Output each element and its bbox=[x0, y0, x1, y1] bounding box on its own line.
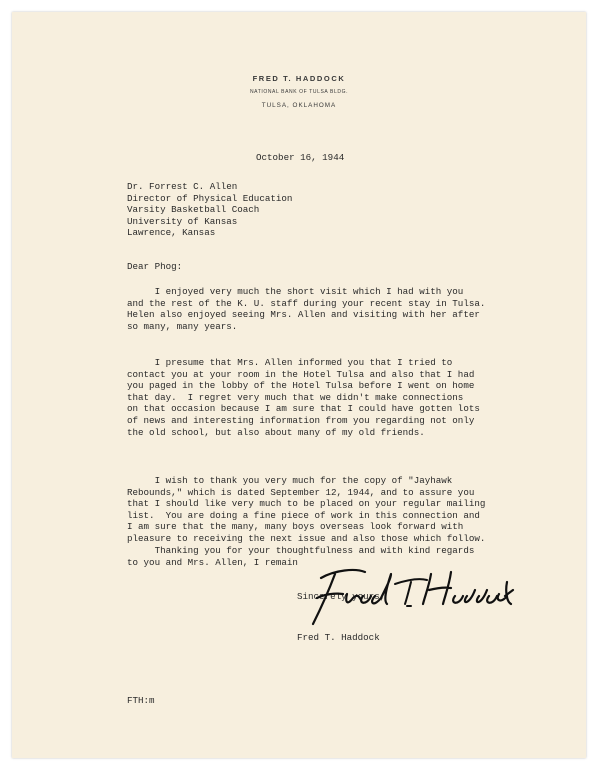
letterhead-name: FRED T. HADDOCK bbox=[252, 74, 346, 83]
paragraph-1: I enjoyed very much the short visit which I had with you and the rest of the K. U. staff during your recent stay in Tulsa. Helen also enjoyed seeing Mrs. Allen and visiting with her after so many, many years. bbox=[127, 286, 486, 332]
signer-name: Fred T. Haddock bbox=[297, 632, 380, 643]
reference-initials: FTH:m bbox=[127, 695, 155, 706]
recipient-address bbox=[127, 181, 292, 239]
closing: Sincerely yours, bbox=[297, 591, 386, 602]
recipient-line: Lawrence, Kansas bbox=[127, 227, 216, 239]
handwritten-signature bbox=[295, 560, 515, 630]
letter-page bbox=[12, 12, 586, 758]
paragraph-2: I presume that Mrs. Allen informed you that I tried to contact you at your room in the Hotel Tulsa and also that I had you paged in the lobby of the Hotel Tulsa before I went on home that day. I regret very much that we didn't make connections on that occasion because I am sure that I could have gotten lots of news and interesting information from you regarding not only the old school, but also about many of my old friends. bbox=[127, 357, 480, 438]
recipient-line: Varsity Basketball Coach bbox=[127, 204, 260, 216]
letterhead-city: TULSA, OKLAHOMA bbox=[261, 102, 337, 109]
recipient-line: University of Kansas bbox=[127, 215, 238, 227]
recipient-line: Director of Physical Education bbox=[127, 192, 293, 204]
paragraph-4: Thanking you for your thoughtfulness and with kind regards to you and Mrs. Allen, I remain bbox=[127, 545, 475, 568]
letterhead-address: NATIONAL BANK OF TULSA BLDG. bbox=[249, 89, 349, 95]
letter-date: October 16, 1944 bbox=[256, 152, 345, 163]
salutation: Dear Phog: bbox=[127, 261, 183, 272]
recipient-line: Dr. Forrest C. Allen bbox=[127, 181, 238, 192]
paragraph-3: I wish to thank you very much for the copy of "Jayhawk Rebounds," which is dated September 12, 1944, and to assure you that I should like very much to be placed on your regular mailing list. You are doing a fine piece of work in this connection and I am sure that the many, many boys overseas look forward with pleasure to receiving the next issue and also those which follow. bbox=[127, 475, 486, 544]
